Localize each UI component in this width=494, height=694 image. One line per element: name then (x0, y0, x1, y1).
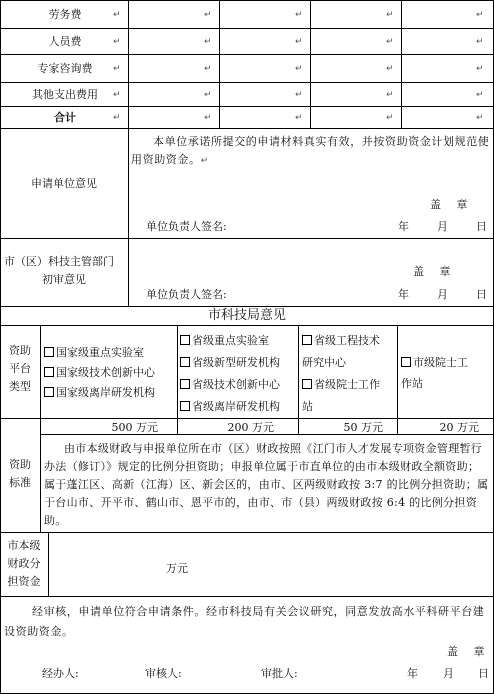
checkbox-icon (44, 347, 54, 357)
paragraph-mark: ↵ (386, 90, 394, 100)
paragraph-mark: ↵ (204, 64, 212, 74)
standard-text: 由市本级财政与申报单位所在市（区）财政按照《江门市人才发展专项资金管理暂行办法（修订）》规定的比例分担资助；申报单位属于市直单位的由市本级财政全额资助；属于蓬江区、高新（江海）区、新会区的，由市、区两级财政按 3:7 的比例分担资助；属于台山市、开平市、鹤山市、恩平市的，由市、市（县）两级财政按 6:4 的比例分担资助。 (44, 442, 489, 527)
paragraph-mark: ↵ (204, 37, 212, 47)
paragraph-mark: ↵ (113, 64, 121, 74)
applicant-year: 年 (398, 220, 409, 233)
paragraph-mark: ↵ (113, 113, 121, 123)
checkbox-provincial-academician-station[interactable]: 省级院士工作 (302, 378, 380, 391)
budget-label-personnel: 人员费 (48, 35, 82, 48)
district-day: 日 (476, 288, 487, 301)
checkbox-provincial-new-rd[interactable]: 省级新型研发机构 (180, 356, 280, 369)
paragraph-mark: ↵ (295, 113, 303, 123)
checkbox-provincial-engineering-center[interactable]: 省级工程技术 (302, 334, 380, 347)
paragraph-mark: ↵ (476, 10, 484, 20)
paragraph-mark: ↵ (204, 113, 212, 123)
standard-label-1: 资助 (9, 458, 31, 471)
final-day: 日 (478, 667, 489, 680)
paragraph-mark: ↵ (386, 37, 394, 47)
paragraph-mark: ↵ (476, 113, 484, 123)
share-label-2: 财政分 (7, 557, 41, 570)
amount-provincial: 200 万元 (227, 421, 274, 434)
checkbox-icon (44, 367, 54, 377)
paragraph-mark: ↵ (113, 10, 121, 20)
paragraph-mark: ↵ (113, 90, 121, 100)
checkbox-icon (180, 401, 190, 411)
paragraph-mark: ↵ (204, 10, 212, 20)
applicant-commitment: 本单位承诺所提交的申请材料真实有效，并按资助资金计划规范使用资助资金。↵ (131, 135, 490, 166)
final-approver: 审批人: (261, 667, 298, 680)
paragraph-mark: ↵ (295, 90, 303, 100)
checkbox-national-offshore-rd[interactable]: 国家级离岸研发机构 (44, 386, 155, 399)
paragraph-mark: ↵ (295, 37, 303, 47)
col4-line2: 作站 (401, 377, 423, 390)
district-year: 年 (398, 288, 409, 301)
checkbox-icon (180, 335, 190, 345)
bureau-header: 市科技局意见 (207, 308, 286, 323)
checkbox-icon (180, 357, 190, 367)
applicant-signature: 单位负责人签名: (146, 220, 227, 233)
platform-label-1: 资助 (9, 344, 31, 357)
checkbox-icon (401, 357, 411, 367)
checkbox-provincial-offshore-rd[interactable]: 省级离岸研发机构 (180, 400, 280, 413)
paragraph-mark: ↵ (476, 64, 484, 74)
final-reviewer: 审核人: (145, 667, 182, 680)
checkbox-icon (302, 335, 312, 345)
district-month: 月 (437, 288, 448, 301)
paragraph-mark: ↵ (204, 90, 212, 100)
checkbox-icon (302, 379, 312, 389)
col3-line4: 站 (302, 400, 313, 413)
share-label-1: 市本级 (7, 539, 41, 552)
col3-line2: 研究中心 (302, 356, 346, 369)
amount-national: 500 万元 (111, 421, 158, 434)
paragraph-mark: ↵ (295, 10, 303, 20)
checkbox-national-key-lab[interactable]: 国家级重点实验室 (44, 346, 144, 359)
paragraph-mark: ↵ (386, 113, 394, 123)
district-signature: 单位负责人签名: (146, 288, 227, 301)
applicant-month: 月 (437, 220, 448, 233)
applicant-seal: 盖 章 (430, 198, 474, 211)
final-year: 年 (407, 667, 418, 680)
checkbox-national-innovation-center[interactable]: 国家级技术创新中心 (44, 366, 155, 379)
paragraph-mark: ↵ (476, 37, 484, 47)
budget-label-expert: 专家咨询费 (37, 62, 93, 75)
district-label-line1: 市（区）科技主管部门 (4, 255, 114, 268)
final-seal: 盖 章 (447, 645, 491, 658)
district-seal: 盖 章 (413, 265, 457, 278)
paragraph-mark: ↵ (386, 10, 394, 20)
final-handler: 经办人: (42, 667, 79, 680)
budget-label-total: 合计 (54, 111, 76, 124)
paragraph-mark: ↵ (295, 64, 303, 74)
checkbox-provincial-innovation-center[interactable]: 省级技术创新中心 (180, 378, 280, 391)
final-month: 月 (443, 667, 454, 680)
district-label-line2: 初审意见 (42, 273, 86, 286)
applicant-label: 申请单位意见 (31, 177, 97, 190)
paragraph-mark: ↵ (113, 37, 121, 47)
share-label-3: 担资金 (7, 575, 41, 588)
amount-city: 20 万元 (439, 421, 479, 434)
amount-provincial-2: 50 万元 (343, 421, 383, 434)
platform-label-3: 类型 (9, 380, 31, 393)
checkbox-icon (180, 379, 190, 389)
final-text: 经审核，申请单位符合申请条件。经市科技局有关会议研究，同意发放高水平科研平台建设资助资金。 (4, 605, 485, 638)
budget-label-other: 其他支出费用 (32, 88, 98, 101)
paragraph-mark: ↵ (386, 64, 394, 74)
share-unit: 万元 (166, 562, 188, 575)
checkbox-icon (44, 387, 54, 397)
checkbox-provincial-key-lab[interactable]: 省级重点实验室 (180, 334, 269, 347)
budget-label-labor: 劳务费 (48, 8, 82, 21)
applicant-day: 日 (476, 220, 487, 233)
checkbox-city-academician-station[interactable]: 市级院士工 (401, 356, 468, 369)
paragraph-mark: ↵ (476, 90, 484, 100)
platform-label-2: 平台 (9, 362, 31, 375)
standard-label-2: 标准 (9, 476, 31, 489)
